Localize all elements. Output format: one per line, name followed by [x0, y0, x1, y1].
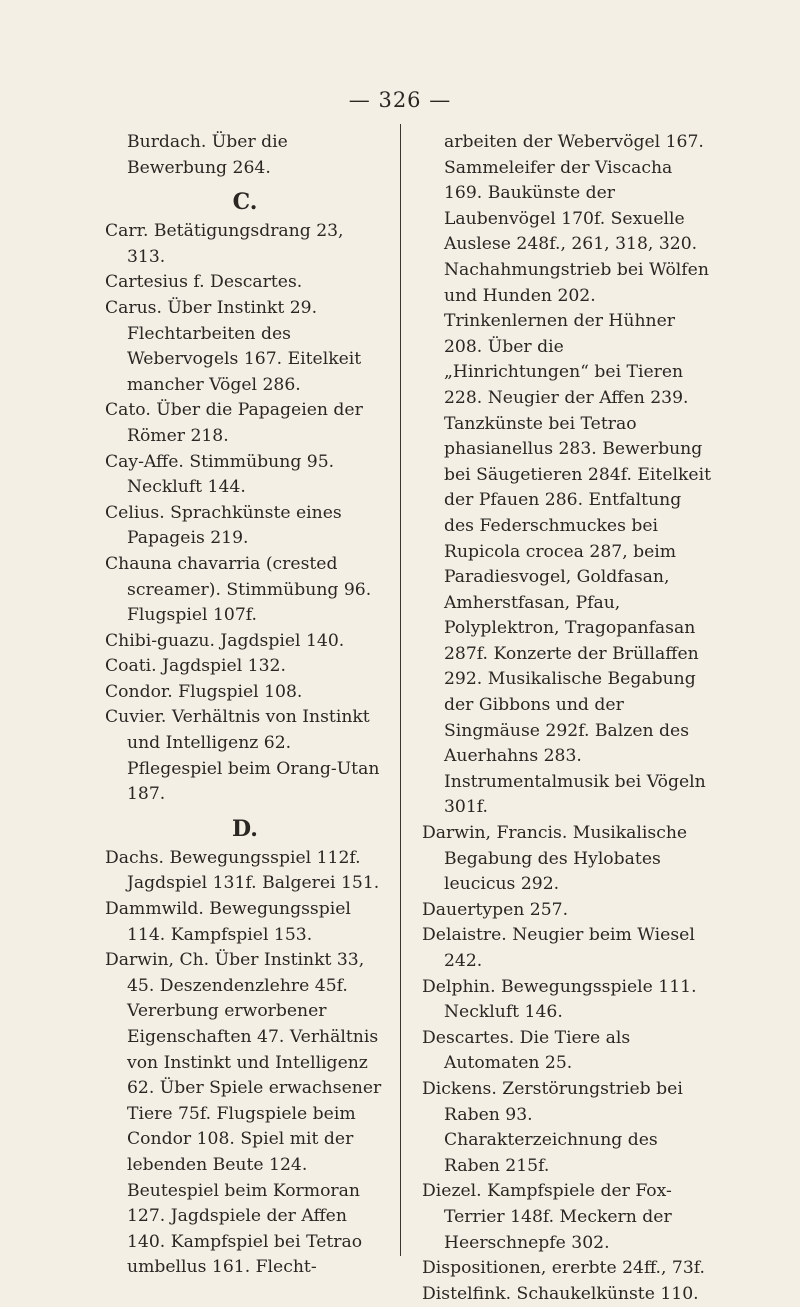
- index-entry: Distelfink. Schaukelkünste 110.: [422, 1283, 699, 1304]
- index-entry: Cay-Affe. Stimmübung 95. Neckluft 144.: [105, 451, 335, 498]
- index-entry: Dammwild. Bewegungsspiel 114. Kampfspiel 153.: [105, 899, 351, 945]
- right-column: [422, 130, 714, 1307]
- section-letter: C.: [232, 189, 258, 216]
- index-entry: Carus. Über Instinkt 29. Flechtarbeiten des Webervogels 167. Eitelkeit mancher Vögel 286.: [105, 297, 362, 395]
- index-entry: Descartes. Die Tiere als Automaten 25.: [422, 1027, 631, 1074]
- index-entry: Cuvier. Verhältnis von Instinkt und Intelligenz 62. Pflegespiel beim Orang-Utan 187.: [105, 707, 380, 805]
- index-entry: Celius. Sprachkünste eines Papageis 219.: [105, 502, 342, 549]
- index-entry: Coati. Jagdspiel 132.: [105, 656, 286, 677]
- index-entry: Dispositionen, ererbte 24ff., 73f.: [422, 1258, 706, 1279]
- index-entry: Condor. Flugspiel 108.: [105, 681, 303, 702]
- index-entry: Dickens. Zerstörungstrieb bei Raben 93. Charakterzeichnung des Raben 215f.: [422, 1078, 683, 1176]
- index-entry: Chibi-guazu. Jagdspiel 140.: [105, 630, 345, 651]
- index-entry: Delphin. Bewegungsspiele 111. Neckluft 146.: [422, 976, 697, 1023]
- page-number: — 326 —: [348, 88, 452, 112]
- left-column: [105, 130, 385, 1281]
- index-entry: Cartesius f. Descartes.: [105, 272, 303, 293]
- index-entry: Darwin, Francis. Musikalische Begabung des Hylobates leucicus 292.: [422, 823, 688, 895]
- index-entry: Carr. Betätigungsdrang 23, 313.: [105, 221, 344, 267]
- index-entry: Chauna chavarria (crested screamer). Stimmübung 96. Flugspiel 107f.: [105, 553, 372, 626]
- section-letter: D.: [232, 815, 258, 842]
- index-entry-continued: arbeiten der Webervögel 167. Sammeleifer der Viscacha 169. Baukünste der Laubenvögel 170f. Sexuelle Auslese 248f., 261, 318, 320. Nachahmungstrieb bei Wölfen und Hunden 202. Trinkenlernen der Hühner 208. Über die „Hinrichtungen“ bei Tieren 228. Neugier der Affen 239. Tanzkünste bei Tetrao phasianellus 283. Bewerbung bei Säugetieren 284f. Eitelkeit der Pfauen 286. Entfaltung des Federschmuckes bei Rupicola crocea 287, beim Paradiesvogel, Goldfasan, Amherstfasan, Pfau, Polyplektron, Tragopanfasan 287f. Konzerte der Brüllaffen 292. Musikalische Begabung der Gibbons und der Singmäuse 292f. Balzen des Auerhahns 283. Instrumentalmusik bei Vögeln 301f.: [444, 132, 711, 818]
- column-divider: [400, 124, 401, 1256]
- index-entry: Delaistre. Neugier beim Wiesel 242.: [422, 925, 695, 971]
- index-entry-continued: Burdach. Über die Bewerbung 264.: [127, 132, 288, 178]
- index-entry: Diezel. Kampfspiele der Fox-Terrier 148f. Meckern der Heerschnepfe 302.: [422, 1181, 672, 1253]
- index-entry: Dauertypen 257.: [422, 899, 569, 920]
- index-entry: Cato. Über die Papageien der Römer 218.: [105, 400, 363, 446]
- index-entry: Dachs. Bewegungsspiel 112f. Jagdspiel 131f. Balgerei 151.: [105, 847, 380, 894]
- index-entry: Darwin, Ch. Über Instinkt 33, 45. Deszendenzlehre 45f. Vererbung erworbener Eigenschaften 47. Verhältnis von Instinkt und Intelligenz 62. Über Spiele erwachsener Tiere 75f. Flugspiele beim Condor 108. Spiel mit der lebenden Beute 124. Beutespiel beim Kormoran 127. Jagdspiele der Affen 140. Kampfspiel bei Tetrao umbellus 161. Flecht-: [105, 950, 382, 1278]
